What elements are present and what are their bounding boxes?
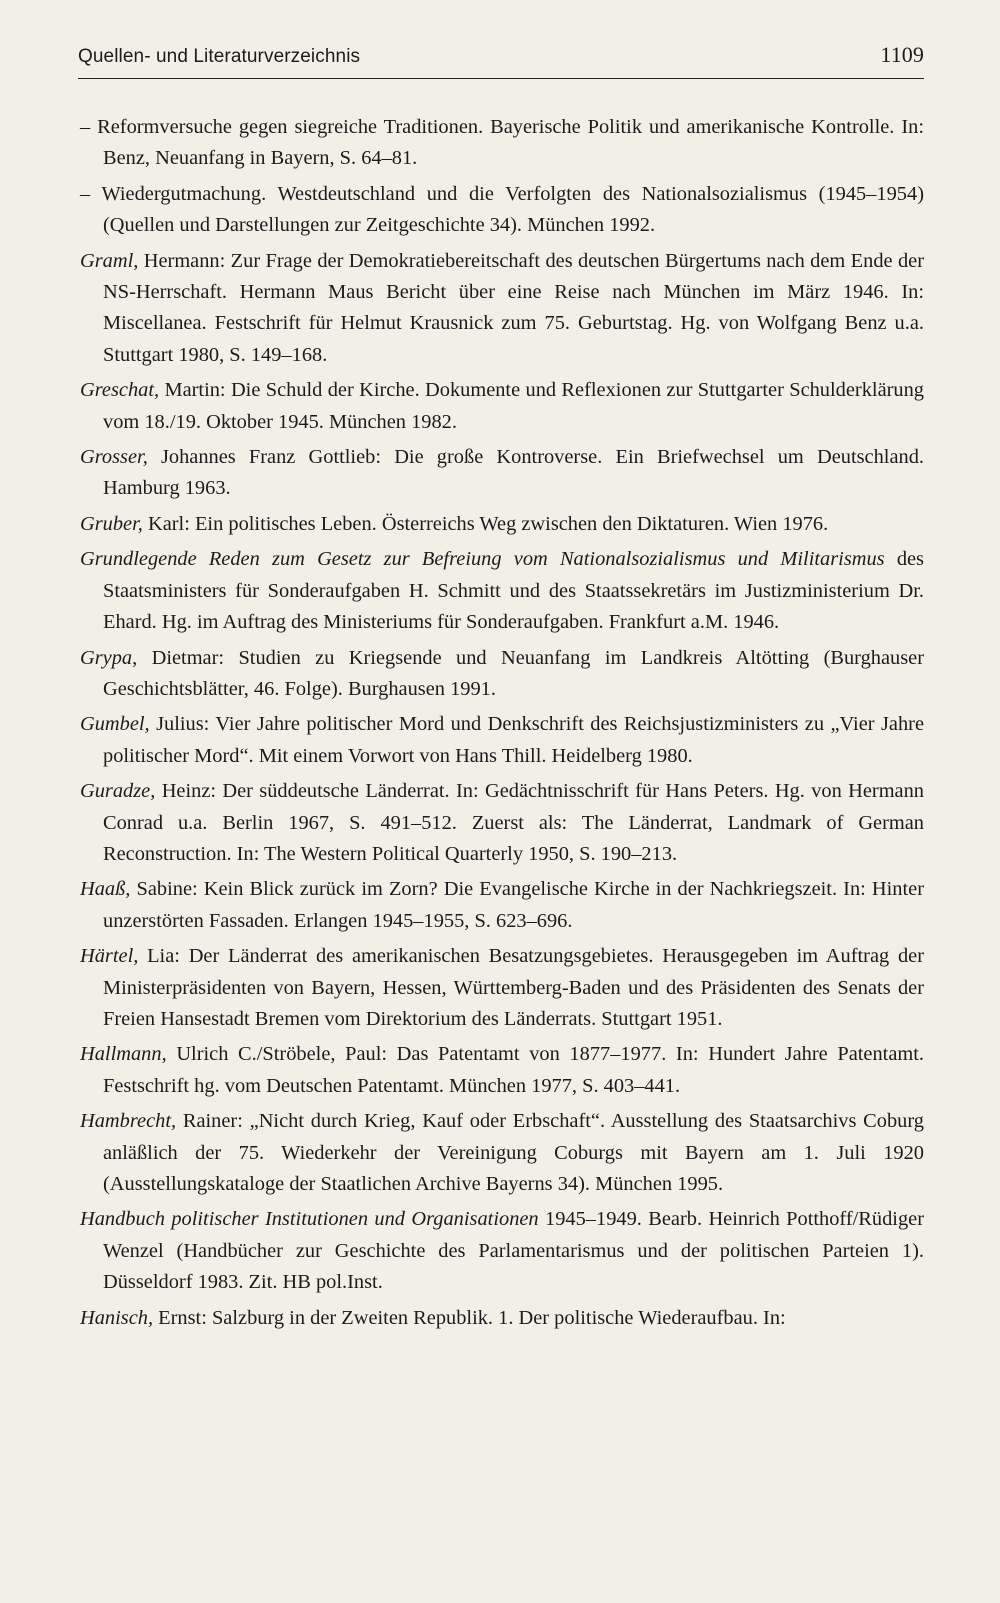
entry-text: – Reformversuche gegen siegreiche Traditionen. Bayerische Politik und amerikanische Kontrolle. In: Benz, Neuanfang in Bayern, S. 64–81.	[80, 116, 924, 170]
entry-author: Gumbel,	[80, 713, 150, 736]
entry-text: Ulrich C./Ströbele, Paul: Das Patentamt von 1877–1977. In: Hundert Jahre Patentamt. Festschrift hg. vom Deutschen Patentamt. München 1977, S. 403–441.	[103, 1043, 924, 1097]
entry-author: Hallmann,	[80, 1043, 167, 1066]
entry-text: – Wiedergutmachung. Westdeutschland und die Verfolgten des Nationalsozialismus (1945–1954) (Quellen und Darstellungen zur Zeitgeschichte 34). München 1992.	[80, 182, 924, 237]
entry-author: Grosser,	[80, 446, 148, 469]
bibliography-entry	[80, 375, 924, 438]
bibliography-entry	[80, 544, 924, 638]
bibliography-entry	[80, 1039, 924, 1102]
bibliography-entry	[80, 874, 924, 937]
bibliography-entry	[80, 776, 924, 870]
bibliography-entry	[80, 1106, 924, 1200]
entry-author: Hambrecht,	[80, 1110, 177, 1133]
bibliography-entry	[80, 112, 924, 175]
bibliography-entry	[80, 246, 924, 372]
entry-text: Ernst: Salzburg in der Zweiten Republik. 1. Der politische Wiederaufbau. In:	[153, 1306, 786, 1329]
entry-author: Graml,	[80, 249, 139, 272]
entry-text: Julius: Vier Jahre politischer Mord und Denkschrift des Reichsjustizministers zu „Vier Jahre politischer Mord“. Mit einem Vorwort von Hans Thill. Heidelberg 1980.	[103, 713, 924, 767]
entry-text: Hermann: Zur Frage der Demokratiebereitschaft des deutschen Bürgertums nach dem Ende der NS-Herrschaft. Hermann Maus Bericht über eine Reise nach München im März 1946. In: Miscellanea. Festschrift für Helmut Krausnick zum 75. Geburtstag. Hg. von Wolfgang Benz u.a. Stuttgart 1980, S. 149–168.	[103, 249, 924, 366]
bibliography-entry	[80, 179, 924, 242]
entry-author: Greschat,	[80, 379, 160, 402]
entry-text: Karl: Ein politisches Leben. Österreichs Weg zwischen den Diktaturen. Wien 1976.	[142, 512, 829, 535]
bibliography-entry	[80, 1204, 924, 1298]
entry-text: des Staatsministers für Sonderaufgaben H. Schmitt und des Staatssekretärs im Justizministerium Dr. Ehard. Hg. im Auftrag des Ministeriums für Sonderaufgaben. Frankfurt a.M. 1946.	[103, 548, 924, 634]
entry-author: Guradze,	[80, 780, 156, 803]
header-rule	[78, 78, 924, 79]
running-header	[78, 42, 924, 68]
entry-author: Grundlegende Reden zum Gesetz zur Befreiung vom Nationalsozialismus und Militarismus	[80, 548, 885, 571]
entry-author: Hanisch,	[80, 1306, 154, 1329]
page-number: 1109	[880, 42, 924, 67]
entry-text: Dietmar: Studien zu Kriegsende und Neuanfang im Landkreis Altötting (Burghauser Geschichtsblätter, 46. Folge). Burghausen 1991.	[103, 646, 924, 700]
running-title: Quellen- und Literaturverzeichnis	[78, 46, 361, 67]
entry-text: Heinz: Der süddeutsche Länderrat. In: Gedächtnisschrift für Hans Peters. Hg. von Hermann Conrad u.a. Berlin 1967, S. 491–512. Zuerst als: The Länderrat, Landmark of German Reconstruction. In: The Western Political Quarterly 1950, S. 190–213.	[103, 780, 924, 865]
entry-text: Sabine: Kein Blick zurück im Zorn? Die Evangelische Kirche in der Nachkriegszeit. In: Hinter unzerstörten Fassaden. Erlangen 1945–1955, S. 623–696.	[103, 878, 924, 932]
entry-author: Härtel,	[80, 945, 139, 968]
entry-author: Haaß,	[80, 878, 131, 901]
bibliography-entry	[80, 643, 924, 706]
bibliography-entry	[80, 709, 924, 772]
bibliography-entry	[80, 941, 924, 1035]
entry-text: Johannes Franz Gottlieb: Die große Kontroverse. Ein Briefwechsel um Deutschland. Hamburg 1963.	[103, 446, 924, 500]
entry-text: Martin: Die Schuld der Kirche. Dokumente und Reflexionen zur Stuttgarter Schulderklärung vom 18./19. Oktober 1945. München 1982.	[103, 379, 924, 433]
entry-author: Handbuch politischer Institutionen und Organisationen	[80, 1208, 539, 1231]
bibliography-list	[80, 112, 924, 1338]
entry-author: Grypa,	[80, 646, 138, 669]
bibliography-entry	[80, 509, 924, 540]
bibliography-entry	[80, 442, 924, 505]
entry-author: Gruber,	[80, 512, 143, 535]
entry-text: Lia: Der Länderrat des amerikanischen Besatzungsgebietes. Herausgegeben im Auftrag der Ministerpräsidenten von Bayern, Hessen, Württemberg-Baden und des Präsidenten des Senats der Freien Hansestadt Bremen vom Direktorium des Länderrats. Stuttgart 1951.	[103, 945, 924, 1030]
entry-text: Rainer: „Nicht durch Krieg, Kauf oder Erbschaft“. Ausstellung des Staatsarchivs Coburg anläßlich der 75. Wiederkehr der Vereinigung Coburgs mit Bayern am 1. Juli 1920 (Ausstellungskataloge der Staatlichen Archive Bayerns 34). München 1995.	[103, 1110, 924, 1195]
entry-text: 1945–1949. Bearb. Heinrich Potthoff/Rüdiger Wenzel (Handbücher zur Geschichte des Parlamentarismus und der politischen Parteien 1). Düsseldorf 1983. Zit. HB pol.Inst.	[103, 1208, 924, 1294]
bibliography-entry	[80, 1303, 924, 1334]
